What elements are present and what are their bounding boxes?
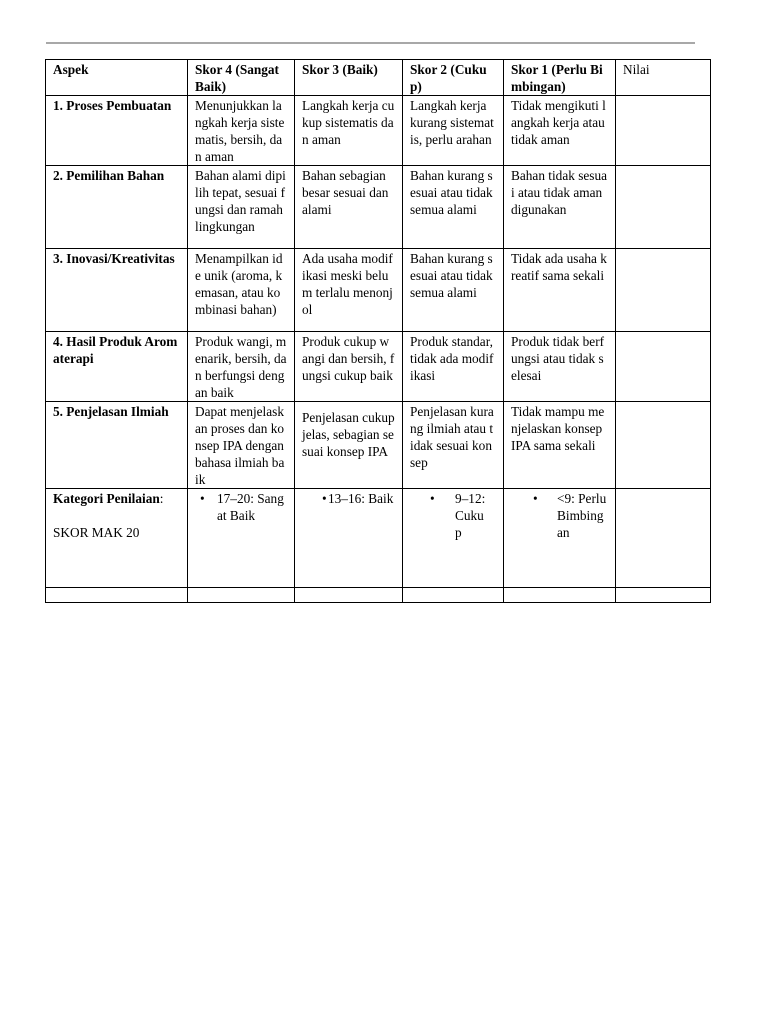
skor4-cell: Menunjukkan langkah kerja sistematis, bersih, dan aman <box>188 96 295 166</box>
aspek-cell: 4. Hasil Produk Aromaterapi <box>46 332 188 402</box>
category-bullet-baik: • 13–16: Baik <box>302 490 395 507</box>
aspek-cell: 3. Inovasi/Kreativitas <box>46 249 188 332</box>
nilai-cell[interactable] <box>616 249 711 332</box>
empty-cell[interactable] <box>295 588 403 603</box>
table-row <box>46 332 711 402</box>
category-row <box>46 489 711 588</box>
empty-cell[interactable] <box>403 588 504 603</box>
skor2-cell: Produk standar, tidak ada modifikasi <box>403 332 504 402</box>
skor1-cell: Tidak mengikuti langkah kerja atau tidak aman <box>504 96 616 166</box>
skor3-cell <box>295 402 403 489</box>
skor4-cell: Bahan alami dipilih tepat, sesuai fungsi dan ramah lingkungan <box>188 166 295 249</box>
header-cell-skor4: Skor 4 (Sangat Baik) <box>188 60 295 96</box>
category-bullet-cukup: • 9–12: Cukup <box>410 490 496 541</box>
skor1-cell: Tidak ada usaha kreatif sama sekali <box>504 249 616 332</box>
skor2-cell: Bahan kurang sesuai atau tidak semua alami <box>403 249 504 332</box>
nilai-cell[interactable] <box>616 166 711 249</box>
aspek-cell: 2. Pemilihan Bahan <box>46 166 188 249</box>
skor4-cell: Produk wangi, menarik, bersih, dan berfungsi dengan baik <box>188 332 295 402</box>
nilai-cell[interactable] <box>616 96 711 166</box>
skor2-cell: Penjelasan kurang ilmiah atau tidak sesuai konsep <box>403 402 504 489</box>
header-cell-nilai: Nilai <box>616 60 711 96</box>
category-label-cell <box>46 489 188 588</box>
category-skor2-cell <box>403 489 504 588</box>
header-cell-skor3: Skor 3 (Baik) <box>295 60 403 96</box>
skor1-cell: Tidak mampu menjelaskan konsep IPA sama sekali <box>504 402 616 489</box>
skor2-cell: Bahan kurang sesuai atau tidak semua alami <box>403 166 504 249</box>
aspek-cell: 1. Proses Pembuatan <box>46 96 188 166</box>
nilai-cell[interactable] <box>616 402 711 489</box>
empty-cell[interactable] <box>616 588 711 603</box>
table-row <box>46 96 711 166</box>
skor3-cell: Bahan sebagian besar sesuai dan alami <box>295 166 403 249</box>
assessment-rubric-table <box>45 59 711 603</box>
header-cell-aspek: Aspek <box>46 60 188 96</box>
skor3-cell: Produk cukup wangi dan bersih, fungsi cukup baik <box>295 332 403 402</box>
skor4-cell: Menampilkan ide unik (aroma, kemasan, atau kombinasi bahan) <box>188 249 295 332</box>
skor3-cell: Ada usaha modifikasi meski belum terlalu menonjol <box>295 249 403 332</box>
skor3-cell: Langkah kerja cukup sistematis dan aman <box>295 96 403 166</box>
category-skor1-cell <box>504 489 616 588</box>
max-score-text: SKOR MAK 20 <box>53 525 140 540</box>
table-row <box>46 166 711 249</box>
aspek-cell: 5. Penjelasan Ilmiah <box>46 402 188 489</box>
category-bullet-perlu-bimbingan: • <9: Perlu Bimbingan <box>511 490 608 541</box>
skor2-cell: Langkah kerja kurang sistematis, perlu arahan <box>403 96 504 166</box>
header-cell-skor1: Skor 1 (Perlu Bimbingan) <box>504 60 616 96</box>
table-row <box>46 249 711 332</box>
empty-cell[interactable] <box>188 588 295 603</box>
empty-row <box>46 588 711 603</box>
skor4-cell: Dapat menjelaskan proses dan konsep IPA dengan bahasa ilmiah baik <box>188 402 295 489</box>
category-colon: : <box>159 491 164 506</box>
category-label: Kategori Penilaian <box>53 491 160 506</box>
nilai-cell[interactable] <box>616 332 711 402</box>
category-skor4-cell <box>188 489 295 588</box>
header-cell-skor2: Skor 2 (Cukup) <box>403 60 504 96</box>
table-header-row <box>46 60 711 96</box>
skor1-cell: Produk tidak berfungsi atau tidak selesai <box>504 332 616 402</box>
skor3-text: Penjelasan cukup jelas, sebagian sesuai konsep IPA <box>302 410 395 459</box>
empty-cell[interactable] <box>46 588 188 603</box>
top-divider-line <box>46 42 695 44</box>
skor1-cell: Bahan tidak sesuai atau tidak aman digunakan <box>504 166 616 249</box>
category-skor3-cell <box>295 489 403 588</box>
empty-cell[interactable] <box>504 588 616 603</box>
table-row <box>46 402 711 489</box>
category-nilai-cell[interactable] <box>616 489 711 588</box>
category-bullet-sangat-baik: • 17–20: Sangat Baik <box>195 490 287 524</box>
